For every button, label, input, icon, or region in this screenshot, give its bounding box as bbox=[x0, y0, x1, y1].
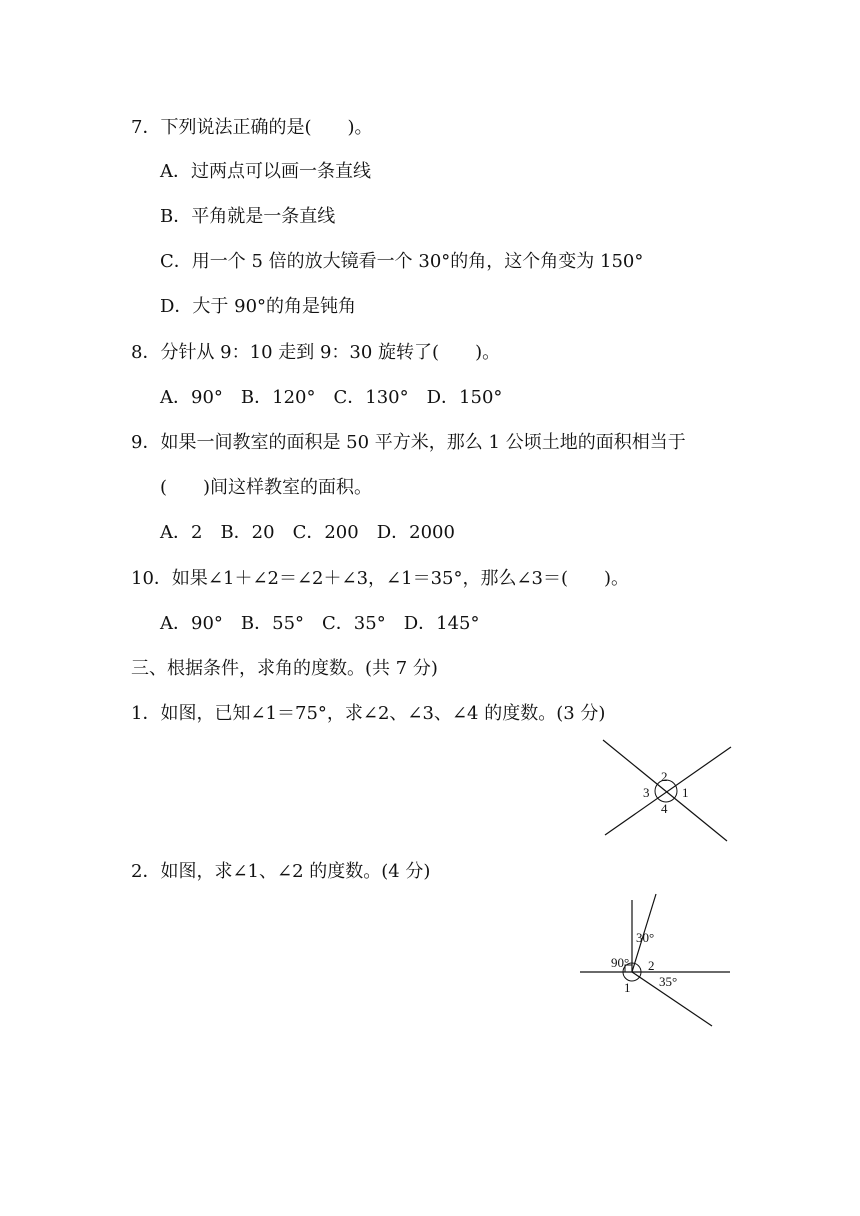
section3-problem1: 1．如图，已知∠1＝75°，求∠2、∠3、∠4 的度数。(3 分) bbox=[131, 703, 606, 724]
figure2-label-2: 2 bbox=[648, 958, 655, 973]
figure2-label-1: 1 bbox=[624, 980, 631, 995]
figure2-label-90: 90° bbox=[611, 955, 630, 970]
q9-options: A．2 B．20 C．200 D．2000 bbox=[160, 522, 455, 543]
figure2-label-35: 35° bbox=[659, 974, 678, 989]
q7-option-a: A．过两点可以画一条直线 bbox=[160, 161, 371, 182]
q7-option-d: D．大于 90°的角是钝角 bbox=[160, 296, 357, 317]
q8-options: A．90° B．120° C．130° D．150° bbox=[160, 387, 503, 408]
section3-problem2: 2．如图，求∠1、∠2 的度数。(4 分) bbox=[131, 861, 431, 882]
q7-option-c: C．用一个 5 倍的放大镜看一个 30°的角，这个角变为 150° bbox=[160, 251, 644, 272]
section3-heading: 三、根据条件，求角的度数。(共 7 分) bbox=[131, 658, 438, 679]
q9-stem-line1: 9．如果一间教室的面积是 50 平方米，那么 1 公顷土地的面积相当于 bbox=[131, 432, 686, 453]
figure1-label-1: 1 bbox=[682, 785, 689, 800]
figure1-label-4: 4 bbox=[661, 801, 668, 816]
figure2-label-30: 30° bbox=[636, 930, 655, 945]
q7-stem: 7．下列说法正确的是( )。 bbox=[131, 117, 373, 138]
q10-options: A．90° B．55° C．35° D．145° bbox=[160, 613, 480, 634]
q8-stem: 8．分针从 9：10 走到 9：30 旋转了( )。 bbox=[131, 342, 501, 363]
q7-option-b: B．平角就是一条直线 bbox=[160, 206, 336, 227]
angles-figure bbox=[578, 892, 736, 1032]
figure1-label-2: 2 bbox=[661, 769, 668, 784]
figure1-label-3: 3 bbox=[643, 785, 650, 800]
q9-stem-line2: ( )间这样教室的面积。 bbox=[160, 477, 373, 498]
q10-stem: 10．如果∠1＋∠2＝∠2＋∠3，∠1＝35°，那么∠3＝( )。 bbox=[131, 568, 630, 589]
intersecting-lines-figure bbox=[595, 735, 740, 847]
